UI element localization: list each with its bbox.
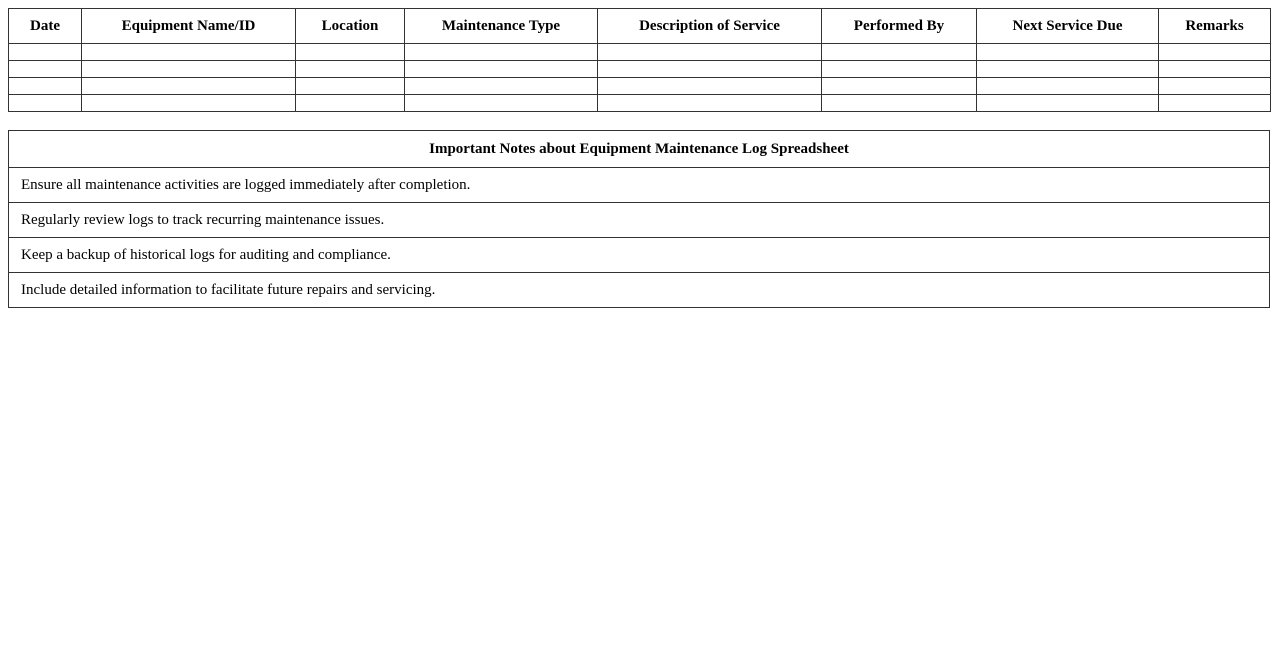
- note-item: Regularly review logs to track recurring maintenance issues.: [9, 203, 1270, 238]
- note-item: Include detailed information to facilitate future repairs and servicing.: [9, 273, 1270, 308]
- column-header-equipment: Equipment Name/ID: [82, 9, 296, 44]
- table-cell[interactable]: [9, 44, 82, 61]
- table-cell[interactable]: [977, 44, 1159, 61]
- column-header-performed-by: Performed By: [822, 9, 977, 44]
- notes-header-row: [9, 131, 1270, 168]
- table-row: [9, 61, 1271, 78]
- table-cell[interactable]: [9, 78, 82, 95]
- table-row: [9, 78, 1271, 95]
- table-cell[interactable]: [405, 44, 598, 61]
- table-cell[interactable]: [82, 95, 296, 112]
- header-row: [9, 9, 1271, 44]
- column-header-location: Location: [296, 9, 405, 44]
- table-cell[interactable]: [82, 61, 296, 78]
- table-cell[interactable]: [598, 61, 822, 78]
- table-cell[interactable]: [9, 95, 82, 112]
- table-cell[interactable]: [82, 44, 296, 61]
- table-cell[interactable]: [1159, 61, 1271, 78]
- table-cell[interactable]: [405, 61, 598, 78]
- notes-title: Important Notes about Equipment Maintenance Log Spreadsheet: [9, 131, 1270, 168]
- table-cell[interactable]: [296, 95, 405, 112]
- table-cell[interactable]: [405, 78, 598, 95]
- table-cell[interactable]: [405, 95, 598, 112]
- notes-table: [8, 130, 1270, 308]
- table-cell[interactable]: [822, 95, 977, 112]
- note-row: [9, 168, 1270, 203]
- table-cell[interactable]: [296, 61, 405, 78]
- column-header-maintenance-type: Maintenance Type: [405, 9, 598, 44]
- column-header-next-service: Next Service Due: [977, 9, 1159, 44]
- table-cell[interactable]: [296, 44, 405, 61]
- table-cell[interactable]: [822, 78, 977, 95]
- note-row: [9, 203, 1270, 238]
- column-header-date: Date: [9, 9, 82, 44]
- table-cell[interactable]: [82, 78, 296, 95]
- table-cell[interactable]: [822, 61, 977, 78]
- table-row: [9, 44, 1271, 61]
- table-cell[interactable]: [1159, 95, 1271, 112]
- table-cell[interactable]: [1159, 44, 1271, 61]
- column-header-description: Description of Service: [598, 9, 822, 44]
- note-row: [9, 273, 1270, 308]
- note-item: Keep a backup of historical logs for auditing and compliance.: [9, 238, 1270, 273]
- note-row: [9, 238, 1270, 273]
- table-cell[interactable]: [977, 78, 1159, 95]
- table-cell[interactable]: [977, 61, 1159, 78]
- table-cell[interactable]: [822, 44, 977, 61]
- table-cell[interactable]: [977, 95, 1159, 112]
- table-row: [9, 95, 1271, 112]
- table-cell[interactable]: [1159, 78, 1271, 95]
- table-cell[interactable]: [598, 44, 822, 61]
- note-item: Ensure all maintenance activities are logged immediately after completion.: [9, 168, 1270, 203]
- table-cell[interactable]: [296, 78, 405, 95]
- table-cell[interactable]: [598, 78, 822, 95]
- maintenance-log-table: [8, 8, 1271, 112]
- table-cell[interactable]: [598, 95, 822, 112]
- table-cell[interactable]: [9, 61, 82, 78]
- column-header-remarks: Remarks: [1159, 9, 1271, 44]
